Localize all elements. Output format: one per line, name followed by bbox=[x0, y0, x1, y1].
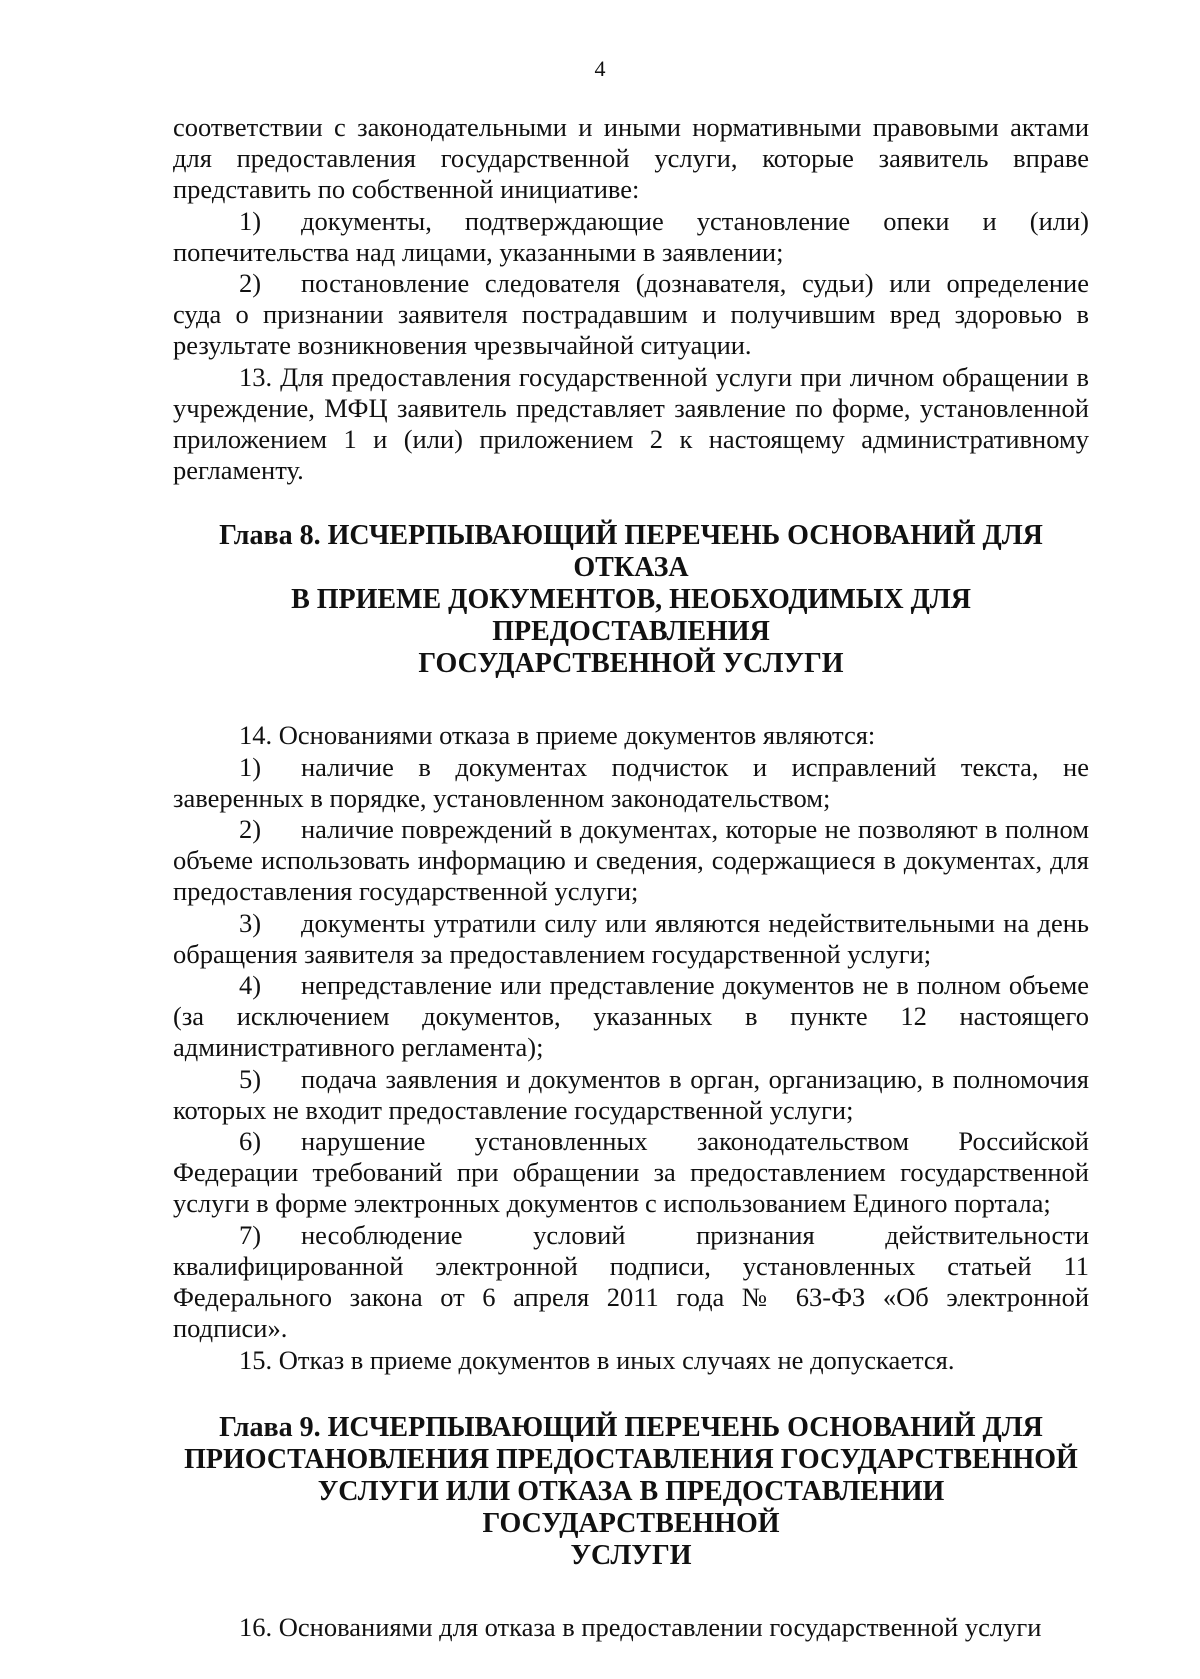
list-item-14-1 bbox=[173, 752, 1089, 814]
document-body bbox=[173, 112, 1089, 1643]
list-item-number: 2) bbox=[239, 268, 262, 299]
list-item-text: документы утратили силу или являются недействительными на день обращения заявителя за предоставлением государственной услуги; bbox=[173, 907, 1089, 969]
list-item-number: 1) bbox=[239, 205, 262, 236]
paragraph-15: 15. Отказ в приеме документов в иных случаях не допускается. bbox=[239, 1344, 955, 1375]
paragraph-intro: соответствии с законодательными и иными нормативными правовыми актами для предоставления государственной услуги, которые заявитель вправе представить по собственной инициативе: bbox=[173, 112, 1089, 205]
list-item-text: несоблюдение условий признания действительности квалифицированной электронной подписи, установленных статьей 11 Федерального закона от 6 апреля 2011 года № 63-ФЗ «Об электронной подписи». bbox=[173, 1219, 1089, 1344]
paragraph-13: 13. Для предоставления государственной услуги при личном обращении в учреждение, МФЦ заявитель представляет заявление по форме, установленной приложением 1 и (или) приложением 2 к настоящему административному регламенту. bbox=[173, 361, 1089, 486]
list-item-12-1 bbox=[173, 206, 1089, 268]
list-item-text: непредставление или представление документов не в полном объеме (за исключением документов, указанных в пункте 12 настоящего административного регламента); bbox=[173, 970, 1089, 1063]
list-item-number: 3) bbox=[239, 907, 262, 938]
list-item-14-5 bbox=[173, 1064, 1089, 1126]
heading-line: В ПРИЕМЕ ДОКУМЕНТОВ, НЕОБХОДИМЫХ ДЛЯ ПРЕДОСТАВЛЕНИЯ bbox=[291, 584, 971, 648]
heading-line: Глава 9. ИСЧЕРПЫВАЮЩИЙ ПЕРЕЧЕНЬ ОСНОВАНИЙ ДЛЯ bbox=[219, 1411, 1043, 1443]
paragraph-14: 14. Основаниями отказа в приеме документов являются: bbox=[239, 720, 876, 751]
heading-line: ПРИОСТАНОВЛЕНИЯ ПРЕДОСТАВЛЕНИЯ ГОСУДАРСТВЕННОЙ bbox=[184, 1443, 1078, 1475]
chapter-8-heading bbox=[173, 520, 1089, 680]
list-item-14-7 bbox=[173, 1220, 1089, 1345]
list-item-14-3 bbox=[173, 908, 1089, 970]
heading-line: УСЛУГИ ИЛИ ОТКАЗА В ПРЕДОСТАВЛЕНИИ ГОСУДАРСТВЕННОЙ bbox=[317, 1475, 945, 1539]
list-item-text: подача заявления и документов в орган, организацию, в полномочия которых не входит предоставление государственной услуги; bbox=[173, 1063, 1089, 1125]
list-item-number: 2) bbox=[239, 814, 262, 845]
list-item-number: 4) bbox=[239, 970, 262, 1001]
page-number: 4 bbox=[594, 56, 606, 81]
list-item-14-4 bbox=[173, 970, 1089, 1064]
list-item-number: 7) bbox=[239, 1219, 262, 1250]
list-item-text: наличие в документах подчисток и исправлений текста, не заверенных в порядке, установленном законодательством; bbox=[173, 751, 1089, 813]
chapter-9-heading bbox=[173, 1412, 1089, 1572]
list-item-text: документы, подтверждающие установление опеки и (или) попечительства над лицами, указанными в заявлении; bbox=[173, 205, 1089, 267]
paragraph-16: 16. Основаниями для отказа в предоставлении государственной услуги bbox=[239, 1611, 1042, 1642]
list-item-number: 6) bbox=[239, 1126, 262, 1157]
heading-line: УСЛУГИ bbox=[570, 1539, 692, 1571]
list-item-text: постановление следователя (дознавателя, судьи) или определение суда о признании заявителя пострадавшим и получившим вред здоровью в результате возникновения чрезвычайной ситуации. bbox=[173, 268, 1089, 361]
list-item-12-2 bbox=[173, 268, 1089, 362]
list-item-text: наличие повреждений в документах, которые не позволяют в полном объеме использовать информацию и сведения, содержащиеся в документах, для предоставления государственной услуги; bbox=[173, 814, 1089, 907]
list-item-14-2 bbox=[173, 814, 1089, 908]
heading-line: Глава 8. ИСЧЕРПЫВАЮЩИЙ ПЕРЕЧЕНЬ ОСНОВАНИЙ ДЛЯ ОТКАЗА bbox=[219, 520, 1043, 584]
list-item-number: 1) bbox=[239, 751, 262, 782]
list-item-14-6 bbox=[173, 1126, 1089, 1220]
list-item-text: нарушение установленных законодательством Российской Федерации требований при обращении за предоставлением государственной услуги в форме электронных документов с использованием Единого портала; bbox=[173, 1126, 1089, 1219]
heading-line: ГОСУДАРСТВЕННОЙ УСЛУГИ bbox=[418, 648, 844, 680]
list-item-number: 5) bbox=[239, 1063, 262, 1094]
